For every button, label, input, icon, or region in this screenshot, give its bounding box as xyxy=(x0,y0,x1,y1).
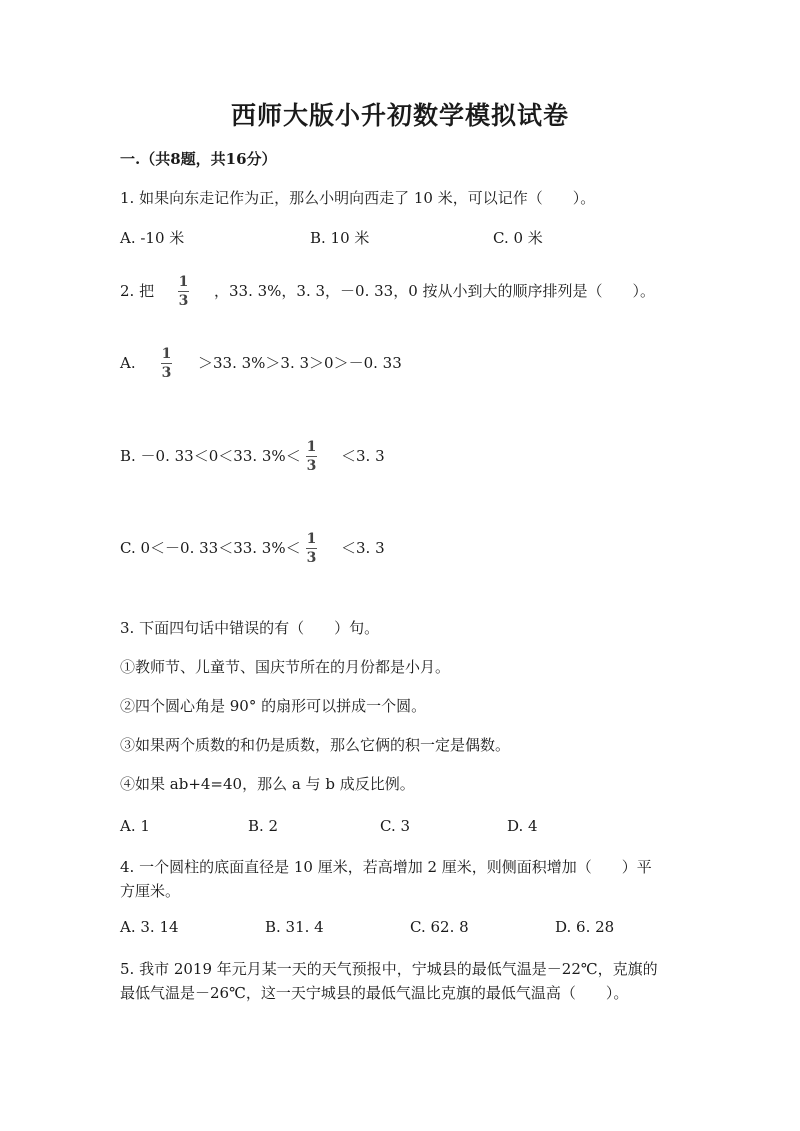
question-2-fraction xyxy=(178,275,189,308)
fraction-numerator: 1 xyxy=(161,346,172,362)
question-2-option-b-text: B. －0. 33＜0＜33. 3%＜ xyxy=(120,447,301,465)
question-3-stem: 3. 下面四句话中错误的有（ ）句。 xyxy=(120,619,380,637)
fraction-bar xyxy=(161,363,172,364)
fraction-denominator: 3 xyxy=(178,293,189,309)
question-5-stem-line-1: 5. 我市 2019 年元月某一天的天气预报中，宁城县的最低气温是－22℃，克旗的 xyxy=(120,960,658,978)
question-3-option-a: A. 1 xyxy=(120,817,150,835)
question-3-statement-2: ②四个圆心角是 90° 的扇形可以拼成一个圆。 xyxy=(120,697,427,715)
fraction-numerator: 1 xyxy=(306,439,317,455)
fraction-denominator: 3 xyxy=(306,550,317,566)
question-2-stem-suffix: ，33. 3%，3. 3，－0. 33，0 按从小到大的顺序排列是（ ）。 xyxy=(214,282,656,300)
question-2-option-b-fraction xyxy=(306,440,317,473)
fraction-numerator: 1 xyxy=(178,274,189,290)
question-4-option-b: B. 31. 4 xyxy=(265,918,324,936)
question-4-option-a: A. 3. 14 xyxy=(120,918,179,936)
question-4-stem-line-2: 方厘米。 xyxy=(120,882,181,900)
question-4-option-c: C. 62. 8 xyxy=(410,918,469,936)
question-3-statement-3: ③如果两个质数的和仍是质数，那么它俩的积一定是偶数。 xyxy=(120,736,511,754)
fraction-bar xyxy=(178,291,189,292)
question-2-option-b-suffix: ＜3. 3 xyxy=(341,447,385,465)
question-3-option-d: D. 4 xyxy=(507,817,538,835)
fraction-denominator: 3 xyxy=(161,365,172,381)
question-2-option-c-text: C. 0＜－0. 33＜33. 3%＜ xyxy=(120,539,301,557)
question-3-option-c: C. 3 xyxy=(380,817,411,835)
fraction-bar xyxy=(306,456,317,457)
question-3-option-b: B. 2 xyxy=(248,817,279,835)
question-3-statement-4: ④如果 ab+4=40，那么 a 与 b 成反比例。 xyxy=(120,775,415,793)
question-2-option-a-text: ＞33. 3%＞3. 3＞0＞－0. 33 xyxy=(198,354,402,372)
fraction-numerator: 1 xyxy=(306,531,317,547)
question-2-option-a-fraction xyxy=(161,347,172,380)
question-1-stem: 1. 如果向东走记作为正，那么小明向西走了 10 米，可以记作（ ）。 xyxy=(120,189,596,207)
question-1-option-b: B. 10 米 xyxy=(310,229,370,247)
question-2-option-c-fraction xyxy=(306,532,317,565)
question-4-option-d: D. 6. 28 xyxy=(555,918,615,936)
question-1-option-c: C. 0 米 xyxy=(493,229,543,247)
question-1-option-a: A. -10 米 xyxy=(120,229,185,247)
page-title: 西师大版小升初数学模拟试卷 xyxy=(230,101,569,130)
question-2-option-a-label: A. xyxy=(120,354,136,372)
question-2-stem-prefix: 2. 把 xyxy=(120,282,155,300)
section-heading: 一.（共8题，共16分） xyxy=(120,150,277,168)
fraction-bar xyxy=(306,548,317,549)
question-2-option-c-suffix: ＜3. 3 xyxy=(341,539,385,557)
fraction-denominator: 3 xyxy=(306,458,317,474)
question-3-statement-1: ①教师节、儿童节、国庆节所在的月份都是小月。 xyxy=(120,658,451,676)
question-5-stem-line-2: 最低气温是－26℃，这一天宁城县的最低气温比克旗的最低气温高（ ）。 xyxy=(120,984,629,1002)
question-4-stem-line-1: 4. 一个圆柱的底面直径是 10 厘米，若高增加 2 厘米，则侧面积增加（ ）平 xyxy=(120,858,652,876)
